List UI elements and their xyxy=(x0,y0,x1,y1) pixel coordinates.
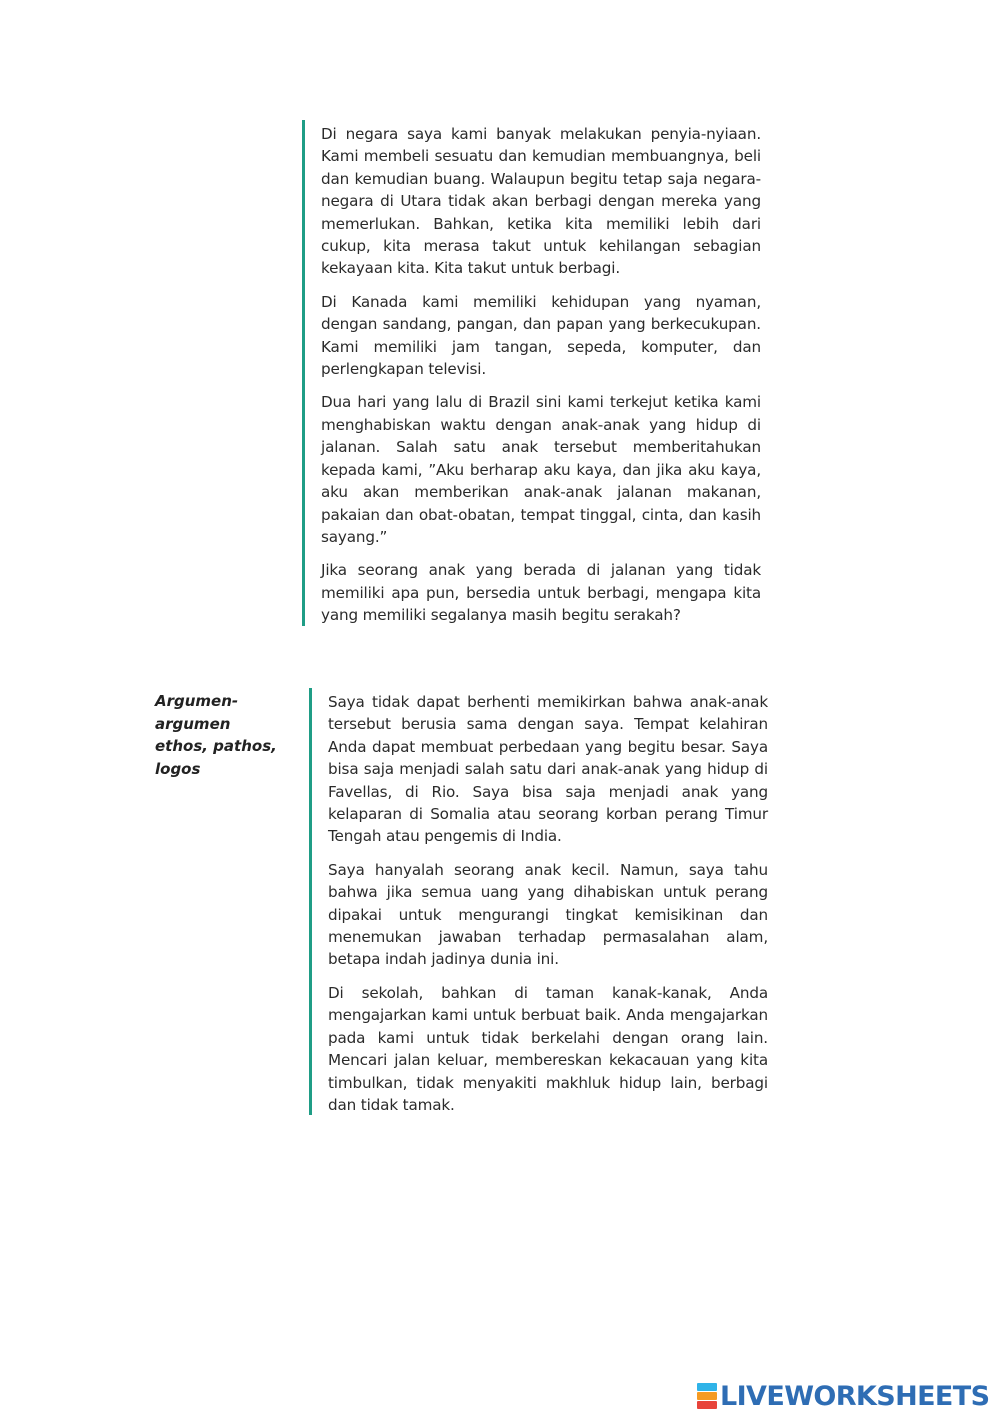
brand-name: LIVEWORKSHEETS xyxy=(720,1380,990,1412)
paragraph: Di sekolah, bahkan di taman kanak-kanak, Anda mengajarkan kami untuk berbuat baik. Anda mengajarkan pada kami untuk tidak berkelahi dengan orang lain. Mencari jalan keluar, membereskan kekacauan yang kita timbulkan, tidak menyakiti makhluk hidup lain, berbagi dan tidak tamak. xyxy=(328,983,768,1114)
paragraph: Di negara saya kami banyak melakukan penyia-nyiaan. Kami membeli sesuatu dan kemudian membuangnya, beli dan kemudian buang. Walaupun begitu tetap saja negara-negara di Utara tidak akan berbagi dengan mereka yang memerlukan. Bahkan, ketika kita memiliki lebih dari cukup, kita merasa takut untuk kehilangan sebagian kekayaan kita. Kita takut untuk berbagi. xyxy=(321,125,761,278)
quote-block-1 xyxy=(302,120,772,626)
quote-text-2 xyxy=(328,691,768,1127)
accent-bar xyxy=(309,688,312,1115)
liveworksheets-logo-icon xyxy=(697,1383,717,1410)
quote-block-2 xyxy=(309,688,779,1115)
paragraph: Di Kanada kami memiliki kehidupan yang nyaman, dengan sandang, pangan, dan papan yang berkecukupan. Kami memiliki jam tangan, sepeda, komputer, dan perlengkapan televisi. xyxy=(321,292,761,379)
side-note-label: Argumen- argumen ethos, pathos, logos xyxy=(155,692,277,778)
liveworksheets-branding xyxy=(697,1379,989,1413)
paragraph: Saya tidak dapat berhenti memikirkan bahwa anak-anak tersebut berusia sama dengan saya. Tempat kelahiran Anda dapat membuat perbedaan yang begitu besar. Saya bisa saja menjadi salah satu dari anak-anak yang hidup di Favellas, di Rio. Saya bisa saja menjadi anak yang kelaparan di Somalia atau seorang korban perang Timur Tengah atau pengemis di India. xyxy=(328,693,768,846)
paragraph: Saya hanyalah seorang anak kecil. Namun, saya tahu bahwa jika semua uang yang dihabiskan untuk perang dipakai untuk mengurangi tingkat kemisikinan dan menemukan jawaban terhadap permasalahan alam, betapa indah jadinya dunia ini. xyxy=(328,860,768,969)
quote-text-1 xyxy=(321,123,761,638)
accent-bar xyxy=(302,120,305,626)
paragraph: Dua hari yang lalu di Brazil sini kami terkejut ketika kami menghabiskan waktu dengan anak-anak yang hidup di jalanan. Salah satu anak tersebut memberitahukan kepada kami, ”Aku berharap aku kaya, dan jika aku kaya, aku akan memberikan anak-anak jalanan makanan, pakaian dan obat-obatan, tempat tinggal, cinta, dan kasih sayang.” xyxy=(321,393,761,546)
paragraph: Jika seorang anak yang berada di jalanan yang tidak memiliki apa pun, bersedia untuk berbagi, mengapa kita yang memiliki segalanya masih begitu serakah? xyxy=(321,561,761,625)
